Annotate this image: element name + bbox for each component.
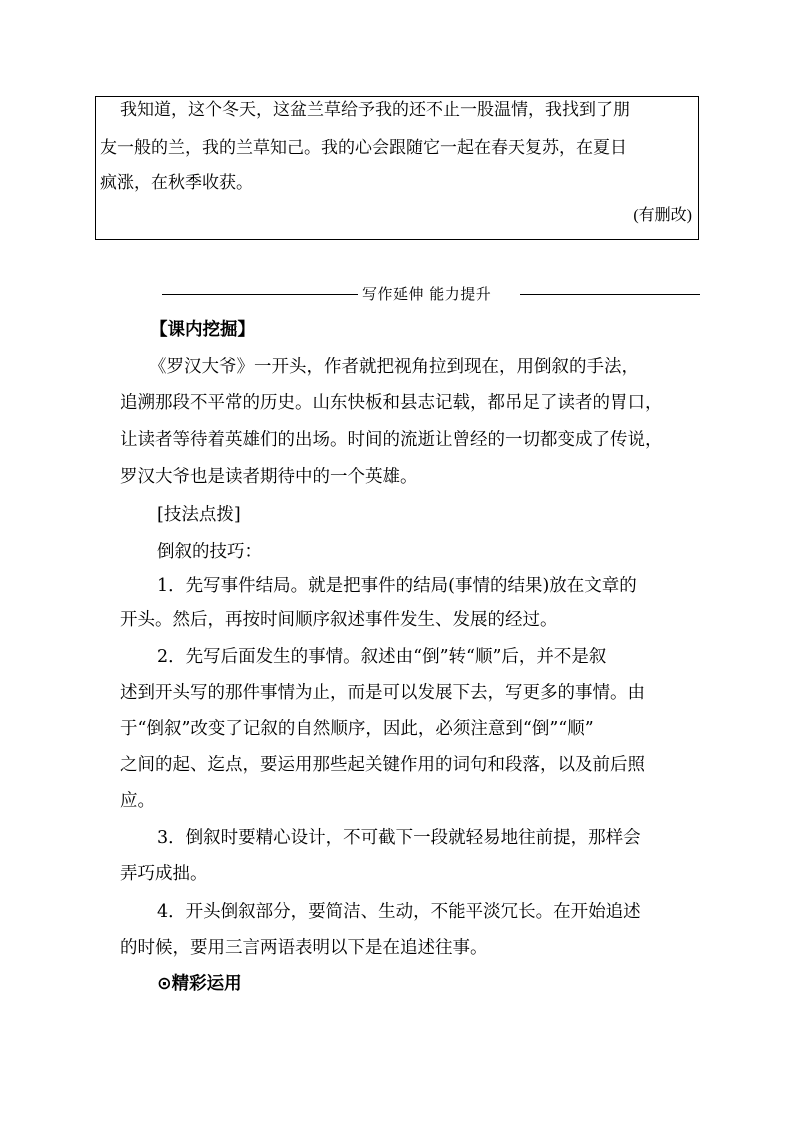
- tip-2-line-3: 于“倒叙”改变了记叙的自然顺序，因此，必须注意到“倒”“顺”: [120, 719, 594, 739]
- tip-3-line-1: 3．倒叙时要精心设计，不可截下一段就轻易地往前提，那样会: [157, 828, 641, 848]
- tip-4-line-1: 4．开头倒叙部分，要简洁、生动，不能平淡冗长。在开始追述: [157, 902, 641, 922]
- tip-2-line-5: 应。: [120, 791, 155, 811]
- section-divider: [0, 280, 794, 308]
- quote-line-2: 友一般的兰，我的兰草知己。我的心会跟随它一起在春天复苏，在夏日: [100, 138, 627, 158]
- quote-line-1: 我知道，这个冬天，这盆兰草给予我的还不止一股温情，我找到了朋: [120, 100, 630, 120]
- classroom-line-4: 罗汉大爷也是读者期待中的一个英雄。: [120, 467, 418, 487]
- tip-2-line-2: 述到开头写的那件事情为止，而是可以发展下去，写更多的事情。由: [120, 683, 645, 703]
- quote-credit: (有删改): [633, 207, 692, 224]
- application-heading: ⊙精彩运用: [157, 974, 242, 994]
- section-title: 写作延伸 能力提升: [362, 285, 492, 303]
- tip-1-line-1: 1．先写事件结局。就是把事件的结局(事情的结果)放在文章的: [157, 576, 637, 596]
- classroom-line-3: 让读者等待着英雄们的出场。时间的流逝让曾经的一切都变成了传说，: [120, 430, 663, 450]
- tip-2-line-4: 之间的起、迄点，要运用那些起关键作用的词句和段落，以及前后照: [120, 755, 645, 775]
- tip-1-line-2: 开头。然后，再按时间顺序叙述事件发生、发展的经过。: [120, 610, 558, 630]
- quote-box: [95, 96, 699, 240]
- quote-line-3: 疯涨，在秋季收获。: [100, 173, 253, 193]
- tip-3-line-2: 弄巧成拙。: [120, 864, 208, 884]
- divider-rule-left: [162, 294, 358, 295]
- classroom-heading: 【课内挖掘】: [150, 320, 255, 340]
- tip-4-line-2: 的时候，要用三言两语表明以下是在追述往事。: [120, 938, 488, 958]
- tips-intro: 倒叙的技巧：: [157, 542, 262, 562]
- tips-heading: [技法点拨]: [157, 505, 241, 525]
- divider-rule-right: [520, 294, 700, 295]
- classroom-line-1: 《罗汉大爷》一开头，作者就把视角拉到现在，用倒叙的手法，: [149, 357, 639, 377]
- classroom-line-2: 追溯那段不平常的历史。山东快板和县志记载，都吊足了读者的胃口，: [120, 393, 663, 413]
- tip-2-line-1: 2．先写后面发生的事情。叙述由“倒”转“顺”后，并不是叙: [157, 647, 607, 667]
